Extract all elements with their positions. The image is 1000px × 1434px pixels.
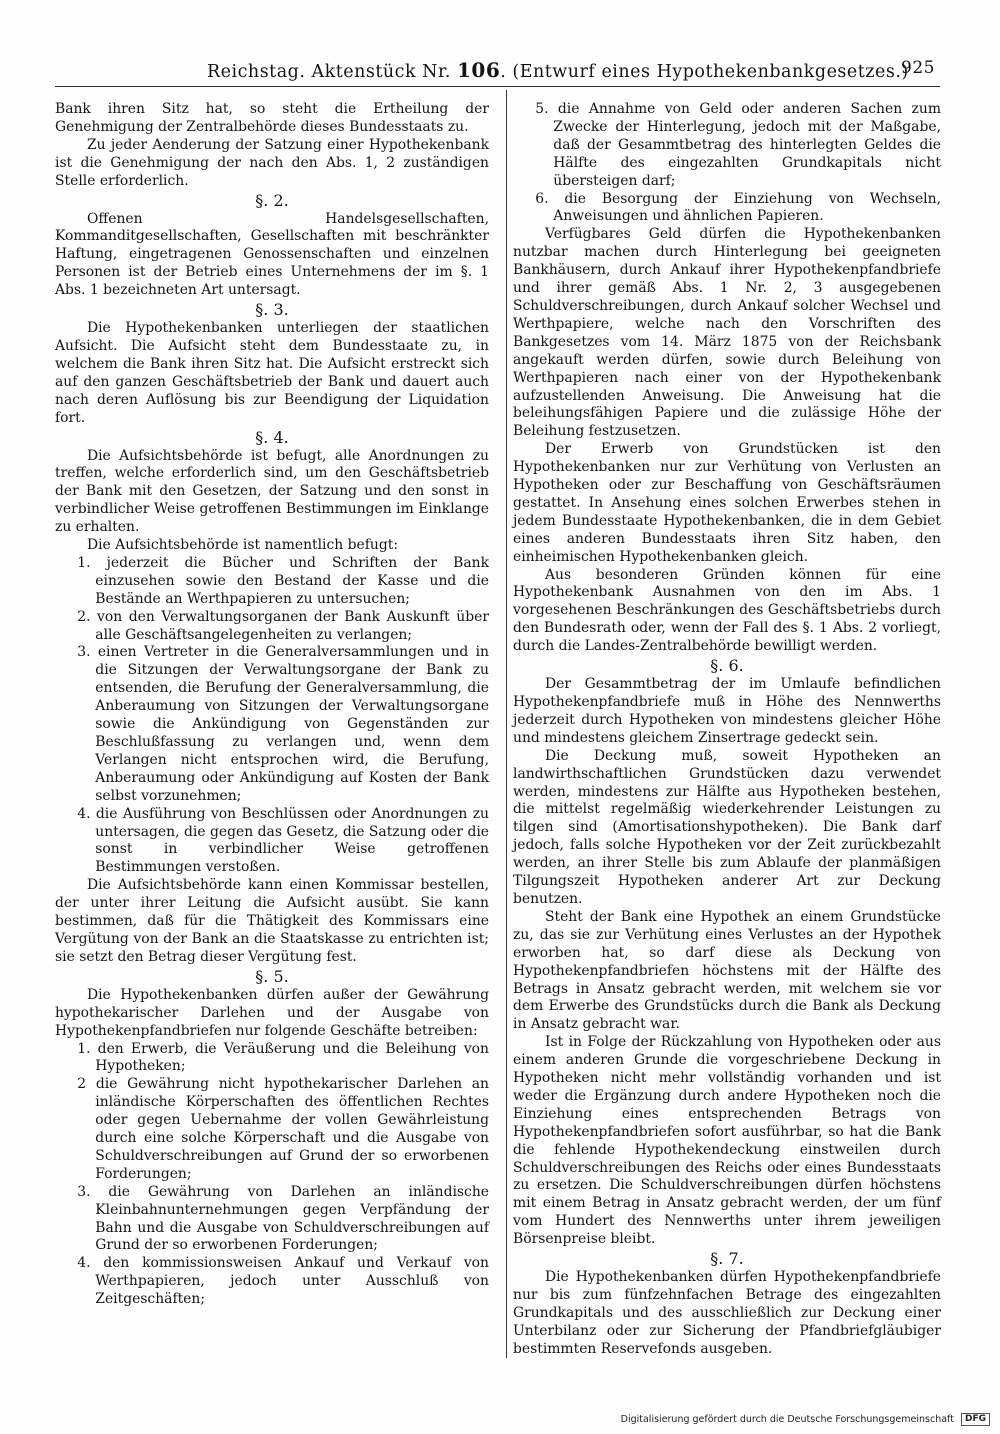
list-item: 5. die Annahme von Geld oder anderen Sachen zum Zwecke der Hinterlegung, jedoch mit der Maßgabe, daß der Gesammtbetrag des hinterlegten Geldes die Hälfte des eingezahlten Grundkapitals nicht übersteigen darf; [535,101,941,189]
section-heading: §. 4. [255,427,289,447]
paragraph: Die Aufsichtsbehörde ist namentlich befugt: [86,537,398,554]
section-heading: §. 6. [710,656,744,676]
paragraph: Verfügbares Geld dürfen die Hypothekenbanken nutzbar machen durch Hinterlegung bei geeigneten Bankhäusern, durch Ankauf ihrer Hypothekenpfandbriefe und ihrer gemäß Abs. 1 Nr. 2, 3 ausgegebenen Schuldverschreibungen, durch Ankauf solcher Wechsel und Werthpapiere, welche nach den Vorschriften des Bankgesetzes vom 14. März 1875 von der Reichsbank angekauft werden dürfen, sowie durch Beleihung von Werthpapieren nach einer von der Hypothekenbank aufzustellenden Anweisung. Die Anweisung hat die beleihungsfähigen Papiere und die zulässige Höhe der Beleihung festzusetzen. [513,226,941,440]
section-heading: §. 2. [255,190,289,210]
paragraph: Zu jeder Aenderung der Satzung einer Hypothekenbank ist die Genehmigung der nach den Abs. 1, 2 zuständigen Stelle erforderlich. [55,136,489,189]
list-item: 3. die Gewährung von Darlehen an inländische Kleinbahnunternehmungen gegen Verpfändung der Bahn und die Ausgabe von Schuldverschreibungen auf Grund der so erworbenen Forderungen; [77,1183,489,1254]
list-item: 1. jederzeit die Bücher und Schriften der Bank einzusehen sowie den Bestand der Kasse und die Bestände an Werthpapieren zu untersuchen; [77,554,489,607]
running-head-suffix: . (Entwurf eines Hypothekenbankgesetzes.) [500,62,909,82]
list-item: 6. die Besorgung der Einziehung von Wechseln, Anweisungen und ähnlichen Papieren. [535,190,941,225]
paragraph: Der Erwerb von Grundstücken ist den Hypothekenbanken nur zur Verhütung von Verlusten an Hypotheken oder zur Beschaffung von Geschäftsräumen gestattet. In Ansehung eines solchen Erwerbes stehen in jedem Bundesstaate Hypothekenbanken, die in dem Gebiet eines anderen Bundesstaats ihren Sitz haben, den einheimischen Hypothekenbanken gleich. [513,441,941,565]
running-head-prefix: Reichstag. Aktenstück Nr. [207,62,458,82]
list-item: 2 die Gewährung nicht hypothekarischer Darlehen an inländische Körperschaften des öffentlichen Rechtes oder gegen Uebernahme der vollen Gewährleistung durch eine solche Körperschaft und die Ausgabe von Schuldverschreibungen auf Grund der so erworbenen Forderungen; [77,1076,489,1182]
paragraph: Die Aufsichtsbehörde ist befugt, alle Anordnungen zu treffen, welche erforderlich sind, um den Geschäftsbetrieb der Bank mit den Gesetzen, der Satzung und den sonst in verbindlicher Weise getroffenen Bestimmungen im Einklange zu erhalten. [55,447,489,536]
digitization-credit [621,1413,990,1427]
column-divider [506,90,507,1358]
paragraph: Offenen Handelsgesellschaften, Kommanditgesellschaften, Gesellschaften mit beschränkter Haftung, eingetragenen Genossenschaften und einzelnen Personen ist der Betrieb eines Unternehmens der im §. 1 Abs. 1 bezeichneten Art untersagt. [55,210,489,299]
list-item: 1. den Erwerb, die Veräußerung und die Beleihung von Hypotheken; [77,1040,489,1075]
section-heading: §. 5. [255,966,289,986]
paragraph: Die Hypothekenbanken unterliegen der staatlichen Aufsicht. Die Aufsicht steht dem Bundesstaate zu, in welchem die Bank ihren Sitz hat. Die Aufsicht erstreckt sich auf den ganzen Geschäftsbetrieb der Bank und dauert auch nach deren Auflösung bis zur Beendigung der Liquidation fort. [55,320,489,426]
paragraph: Der Gesammtbetrag der im Umlaufe befindlichen Hypothekenpfandbriefe muß in Höhe des Nennwerths jederzeit durch Hypotheken von mindestens gleicher Höhe und mindestens gleichem Zinsertrage gedeckt sein. [513,676,941,746]
dfg-logo: DFG [961,1413,990,1426]
left-column [55,101,489,1309]
paragraph: Ist in Folge der Rückzahlung von Hypotheken oder aus einem anderen Grunde die vorgeschriebene Deckung in Hypotheken nicht mehr vollständig vorhanden und ist weder die Ergänzung durch andere Hypotheken noch die Einziehung eines entsprechenden Betrags von Hypothekenpfandbriefen sofort ausführbar, so hat die Bank die fehlende Hypothekendeckung einstweilen durch Schuldverschreibungen des Reichs oder eines Bundesstaats zu ersetzen. Die Schuldverschreibungen dürfen höchstens mit einem Betrag in Ansatz gebracht werden, der um fünf vom Hundert des Nennwerths unter ihrem jeweiligen Börsenpreise bleibt. [513,1034,941,1248]
paragraph: Die Hypothekenbanken dürfen außer der Gewährung hypothekarischer Darlehen und der Ausgabe von Hypothekenpfandbriefen nur folgende Geschäfte betreiben: [55,986,489,1039]
paragraph: Die Deckung muß, soweit Hypotheken an landwirthschaftlichen Grundstücken dazu verwendet werden, mindestens zur Hälfte aus Hypotheken bestehen, die mittelst regelmäßig wiederkehrender Leistungen zu tilgen sind (Amortisationshypotheken). Die Bank darf jedoch, falls solche Hypotheken vor der Zeit zurückbezahlt werden, an ihrer Stelle bis zum Ablaufe der planmäßigen Tilgungszeit Hypotheken anderer Art zur Deckung benutzen. [513,747,941,907]
list-item: 3. einen Vertreter in die Generalversammlungen und in die Sitzungen der Verwaltungsorgane der Bank zu entsenden, die Berufung der Generalversammlung, die Anberaumung von Sitzungen der Verwaltungsorgane sowie die Ankündigung von Gegenständen zur Beschlußfassung zu verlangen und, wenn dem Verlangen nicht entsprochen wird, die Berufung, Anberaumung oder Ankündigung auf Kosten der Bank selbst vorzunehmen; [77,644,489,804]
section-heading: §. 3. [255,300,289,320]
list-item: 2. von den Verwaltungsorganen der Bank Auskunft über alle Geschäftsangelegenheiten zu verlangen; [77,608,489,643]
paragraph: Die Aufsichtsbehörde kann einen Kommissar bestellen, der unter ihrer Leitung die Aufsicht ausübt. Sie kann bestimmen, daß für die Thätigkeit des Kommissars eine Vergütung von der Bank an die Staatskasse zu entrichten ist; sie setzt den Betrag dieser Vergütung fest. [55,877,489,965]
right-column [513,101,941,1359]
paragraph: Die Hypothekenbanken dürfen Hypothekenpfandbriefe nur bis zum fünfzehnfachen Betrage des eingezahlten Grundkapitals und des ausschließlich zur Deckung einer Unterbilanz oder zur Sicherung der Pfandbriefgläubiger bestimmten Reservefonds ausgeben. [513,1269,941,1357]
header-rule [55,86,940,87]
paragraph: Aus besonderen Gründen können für eine Hypothekenbank Ausnahmen von den im Abs. 1 vorgesehenen Beschränkungen des Geschäftsbetriebs durch den Bundesrath oder, wenn der Fall des §. 1 Abs. 2 vorliegt, durch die Landes-Zentralbehörde bewilligt werden. [513,566,941,655]
document-number: 106 [457,58,501,82]
paragraph: Bank ihren Sitz hat, so steht die Ertheilung der Genehmigung der Zentralbehörde dieses Bundesstaats zu. [55,101,489,135]
paragraph: Steht der Bank eine Hypothek an einem Grundstücke zu, das sie zur Verhütung eines Verlustes an der Hypothek erworben hat, so darf diese als Deckung von Hypothekenpfandbriefen höchstens mit der Hälfte des Betrags in Ansatz gebracht werden, mit welchem sie vor dem Erwerbe des Grundstücks durch die Bank als Deckung in Ansatz gebracht war. [513,908,941,1033]
credit-text: Digitalisierung gefördert durch die Deutsche Forschungsgemeinschaft [620,1414,954,1425]
section-heading: §. 7. [710,1249,744,1269]
running-head [207,58,909,82]
list-item: 4. den kommissionsweisen Ankauf und Verkauf von Werthpapieren, jedoch unter Ausschluß von Zeitgeschäften; [77,1255,489,1308]
page-header [55,56,935,86]
list-item: 4. die Ausführung von Beschlüssen oder Anordnungen zu untersagen, die gegen das Gesetz, die Satzung oder die sonst in verbindlicher Weise getroffenen Bestimmungen verstoßen. [77,805,489,876]
page-number: 925 [901,58,935,78]
